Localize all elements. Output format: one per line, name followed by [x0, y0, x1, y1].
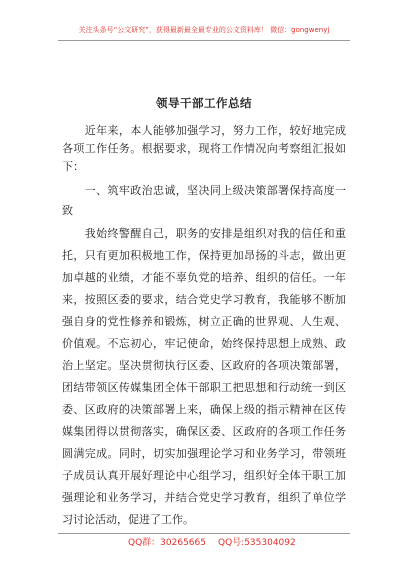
- body-line: 加卓越的业绩，才能不辜负党的培养、组织的信任。一年: [62, 271, 346, 284]
- section-heading-line: 致: [62, 204, 73, 217]
- section-heading-line: 一、筑牢政治忠诚，坚决同上级决策部署保持高度一: [62, 184, 346, 197]
- document-title: 领导干部工作总结: [156, 96, 252, 110]
- header-divider: [58, 40, 350, 41]
- body-line: 治上坚定。坚决贯彻执行区委、区政府的各项决策部署，: [62, 359, 346, 372]
- body-line: 媒集团得以贯彻落实，确保区委、区政府的各项工作任务: [62, 425, 346, 438]
- body-line: 强自身的党性修养和锻炼，树立正确的世界观、人生观、: [62, 315, 346, 328]
- body-line: 近年来，本人能够加强学习，努力工作，较好地完成: [62, 124, 346, 137]
- body-line: 子成员认真开展好理论中心组学习，组织好全体干职工加: [62, 469, 346, 482]
- footer-divider: [58, 533, 350, 534]
- body-line: 习讨论活动，促进了工作。: [62, 513, 194, 526]
- body-line: 委、区政府的决策部署上来，确保上级的指示精神在区传: [62, 403, 346, 416]
- body-line: 团结带领区传媒集团全体干部职工把思想和行动统一到区: [62, 381, 346, 394]
- body-line: 价值观。不忘初心，牢记使命，始终保持思想上成熟、政: [62, 337, 346, 350]
- body-line: 圆满完成。同时，切实加强理论学习和业务学习，带领班: [62, 447, 346, 460]
- footer-qq-group: QQ群：30265665: [128, 538, 206, 548]
- body-line: 各项工作任务。根据要求，现将工作情况向考察组汇报如: [62, 142, 346, 155]
- footer-qq-number: QQ号:535304092: [218, 538, 296, 548]
- body-line: 下：: [62, 160, 84, 173]
- body-line: 我始终警醒自己，职务的安排是组织对我的信任和重: [62, 227, 346, 240]
- body-line: 强理论和业务学习，并结合党史学习教育，组织了单位学: [62, 491, 346, 504]
- header-promo-text: 关注头条号“公文研究”，获得最新最全最专业的公文资料库！ 微信：gongwenyj: [78, 26, 330, 34]
- body-line: 托，只有更加积极地工作，保持更加昂扬的斗志，做出更: [62, 249, 346, 262]
- body-line: 来，按照区委的要求，结合党史学习教育，我能够不断加: [62, 293, 346, 306]
